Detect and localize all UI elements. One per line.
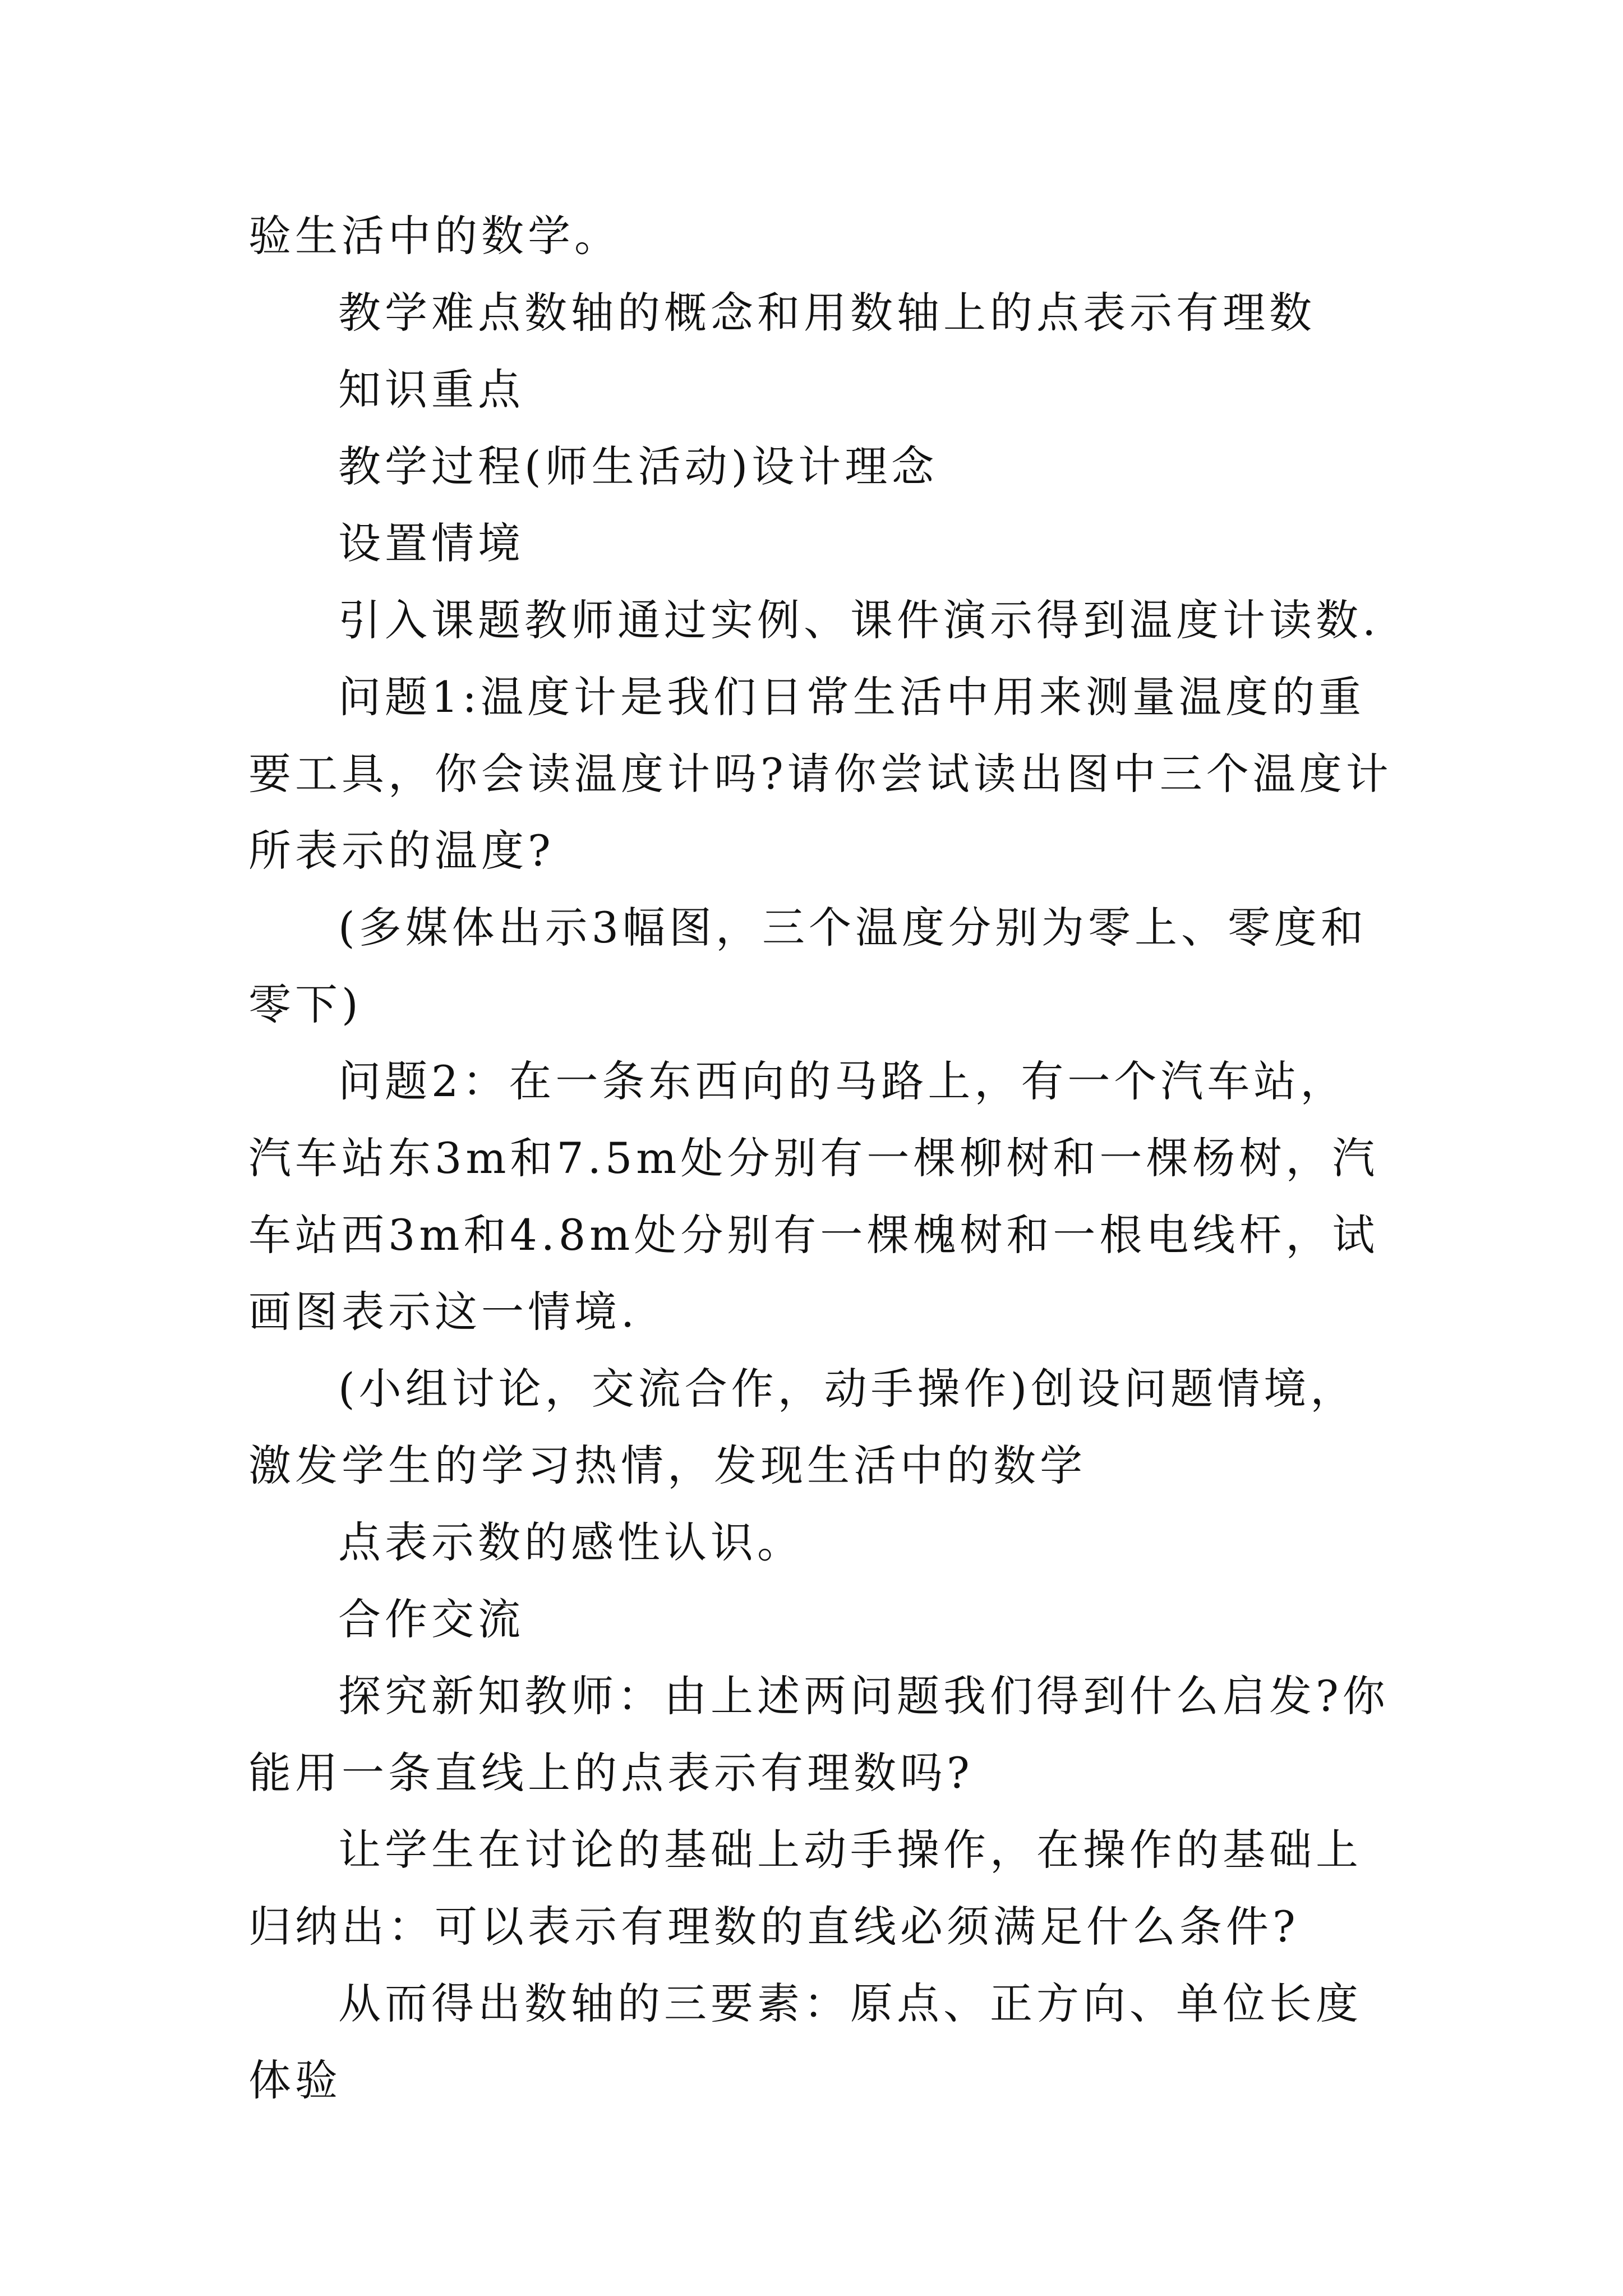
- paragraph-knowledge-focus: 知识重点: [338, 365, 524, 415]
- paragraph-explore-new-knowledge: 探究新知教师：由上述两问题我们得到什么启发?你能用一条直线上的点表示有理数吗?: [248, 1671, 1389, 1798]
- paragraph-multimedia-note: (多媒体出示3幅图，三个温度分别为零上、零度和零下): [248, 903, 1368, 1029]
- paragraph-question-2: 问题2：在一条东西向的马路上，有一个汽车站，汽车站东3m和7.5m处分别有一棵柳树和一棵杨树，汽车站西3m和4.8m处分别有一棵槐树和一根电线杆，试画图表示这一情境.: [248, 1056, 1379, 1337]
- paragraph-group-discussion: (小组讨论，交流合作，动手操作)创设问题情境，激发学生的学习热情，发现生活中的数学: [248, 1364, 1357, 1490]
- document-body: [248, 197, 1393, 2119]
- paragraph-cooperation-heading: 合作交流: [338, 1594, 524, 1644]
- paragraph-continuation: 验生活中的数学。: [248, 211, 621, 261]
- paragraph-student-operation: 让学生在讨论的基础上动手操作，在操作的基础上归纳出：可以表示有理数的直线必须满足什么条件?: [248, 1825, 1362, 1952]
- paragraph-teaching-process-heading: 教学过程(师生活动)设计理念: [338, 441, 938, 491]
- paragraph-teaching-difficulty: 教学难点数轴的概念和用数轴上的点表示有理数: [338, 288, 1316, 338]
- paragraph-setting-scenario: 设置情境: [338, 518, 524, 568]
- paragraph-question-1: 问题1:温度计是我们日常生活中用来测量温度的重要工具，你会读温度计吗?请你尝试读出图中三个温度计所表示的温度?: [248, 672, 1393, 876]
- paragraph-perceptual-understanding: 点表示数的感性认识。: [338, 1517, 804, 1567]
- paragraph-three-elements: 从而得出数轴的三要素：原点、正方向、单位长度体验: [248, 1978, 1362, 2105]
- paragraph-introduce-topic: 引入课题教师通过实例、课件演示得到温度计读数.: [338, 595, 1380, 645]
